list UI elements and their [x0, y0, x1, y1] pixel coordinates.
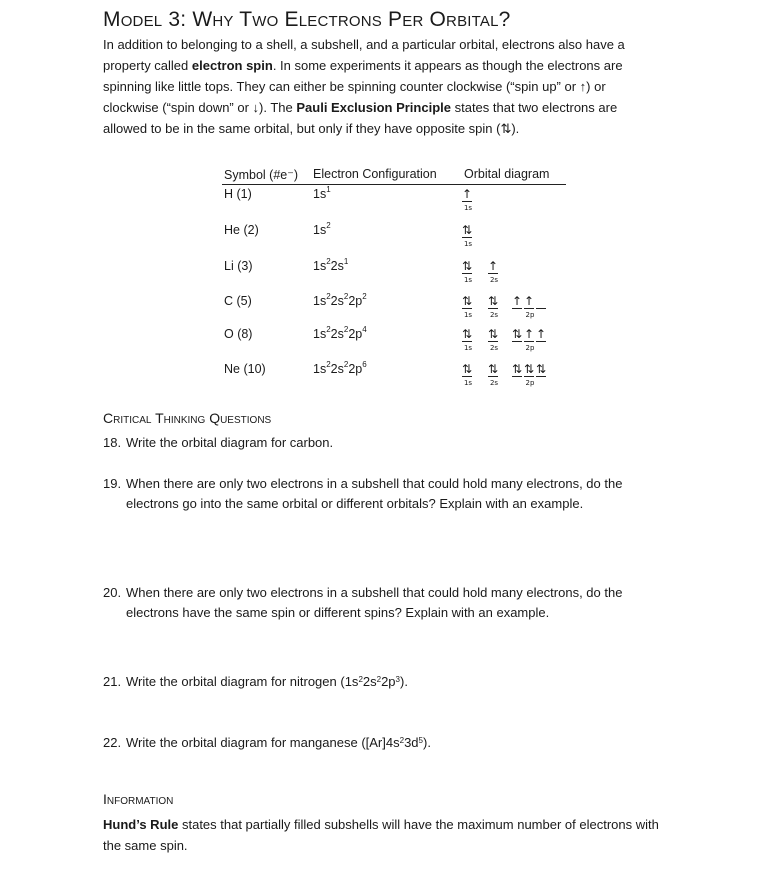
config-superscript: 2 — [343, 360, 349, 369]
element-symbol: H (1) — [224, 187, 252, 201]
config-term: 2p — [348, 294, 363, 308]
intro-bold-electron-spin: electron spin — [191, 58, 273, 73]
orbital-group-2s — [488, 259, 500, 291]
header-diagram: Orbital diagram — [464, 167, 550, 181]
config-superscript: 3 — [395, 675, 400, 684]
orbital-box: ↑ — [524, 294, 535, 308]
config-superscript: 2 — [326, 360, 331, 369]
config-term: 2s — [362, 674, 377, 689]
orbital-box: ⇅ — [462, 362, 473, 376]
orbital-label: 2s — [489, 379, 499, 387]
element-symbol: O (8) — [224, 327, 253, 341]
intro-text-1: In addition to belonging to a shell, a subshell, and a particular orbital, electrons also have a property called — [103, 37, 625, 73]
config-term: 1s — [313, 362, 327, 376]
config-superscript: 4 — [362, 325, 367, 334]
orbital-group-1s — [462, 187, 474, 219]
intro-paragraph — [103, 34, 663, 139]
orbital-box: ↑ — [462, 187, 473, 201]
information-text: states that partially filled subshells will have the maximum number of electrons with the same spin. — [103, 817, 659, 853]
config-superscript: 2 — [399, 736, 405, 745]
orbital-box: ⇅ — [462, 294, 473, 308]
config-superscript: 1 — [326, 185, 331, 194]
orbital-label: 1s — [463, 311, 473, 319]
table-row — [222, 187, 582, 221]
orbital-label: 1s — [463, 276, 473, 284]
orbital-group-1s — [462, 259, 474, 291]
intro-bold-pauli: Pauli Exclusion Principle — [296, 100, 451, 115]
electron-configuration — [313, 187, 331, 201]
config-term: 2s — [330, 327, 344, 341]
config-term: 2p — [348, 327, 363, 341]
config-term: 2p — [381, 674, 396, 689]
table-row — [222, 259, 582, 293]
config-term: 4s — [385, 735, 400, 750]
orbital-group-1s — [462, 294, 474, 326]
config-superscript: 2 — [326, 292, 331, 301]
orbital-box: ↑ — [536, 327, 547, 341]
config-superscript: 5 — [418, 736, 423, 745]
orbital-group-2p — [512, 327, 548, 359]
question-text — [126, 733, 656, 753]
config-superscript: 6 — [362, 360, 367, 369]
electron-configuration — [313, 327, 367, 341]
page-title: Model 3: Why Two Electrons Per Orbital? — [103, 8, 511, 31]
orbital-group-1s — [462, 362, 474, 394]
orbital-box: ⇅ — [512, 327, 523, 341]
orbital-box: ⇅ — [462, 259, 473, 273]
table-header — [222, 167, 566, 185]
config-term: 1s — [313, 294, 327, 308]
intro-text-2: . In some experiments it appears as though the electrons are spinning like little tops. They can either be spinning counter clockwise (“spin up” or ↑) or clockwise (“spin down” or ↓). The — [103, 58, 623, 115]
question-number: 19. — [103, 476, 122, 491]
config-superscript: 2 — [326, 221, 331, 230]
question-text: Write the orbital diagram for carbon. — [126, 435, 334, 450]
question-number: 21. — [103, 674, 122, 689]
orbital-group-2s — [488, 294, 500, 326]
orbital-box: ↑ — [512, 294, 523, 308]
config-superscript: 2 — [358, 675, 363, 684]
config-term: 3d — [404, 735, 419, 750]
question-lead: Write the orbital diagram for nitrogen ( — [126, 674, 345, 689]
orbital-label: 2p — [525, 344, 535, 352]
orbital-label: 2p — [525, 379, 535, 387]
config-term: 1s — [313, 187, 327, 201]
question-text: When there are only two electrons in a subshell that could hold many electrons, do the electrons go into the same orbital or different orbitals? Explain with an example. — [126, 476, 623, 511]
electron-configuration — [313, 294, 367, 308]
table-row — [222, 362, 582, 396]
orbital-group-2s — [488, 327, 500, 359]
orbital-label: 1s — [463, 204, 473, 212]
orbital-group-2p — [512, 294, 548, 326]
config-superscript: 2 — [343, 292, 349, 301]
critical-thinking-title: Critical Thinking Questions — [103, 410, 272, 426]
config-superscript: 2 — [326, 325, 331, 334]
nitrogen-config — [345, 674, 400, 689]
orbital-label: 2s — [489, 276, 499, 284]
orbital-label: 1s — [463, 240, 473, 248]
config-superscript: 2 — [326, 257, 331, 266]
orbital-group-1s — [462, 223, 474, 255]
question-number: 22. — [103, 735, 122, 750]
electron-configuration — [313, 259, 348, 273]
config-term: 2s — [330, 294, 344, 308]
table-row — [222, 223, 582, 257]
table-row — [222, 294, 582, 328]
orbital-box: ⇅ — [488, 294, 499, 308]
orbital-box: ⇅ — [524, 362, 535, 376]
orbital-box: ⇅ — [488, 327, 499, 341]
information-paragraph — [103, 814, 663, 856]
orbital-box: ⇅ — [512, 362, 523, 376]
config-term: 2p — [348, 362, 363, 376]
orbital-label: 2s — [489, 311, 499, 319]
question-text — [126, 672, 656, 692]
orbital-label: 1s — [463, 379, 473, 387]
config-term: 2s — [330, 259, 344, 273]
orbital-label: 1s — [463, 344, 473, 352]
config-superscript: 1 — [343, 257, 349, 266]
header-config: Electron Configuration — [313, 167, 437, 181]
config-superscript: 2 — [376, 675, 382, 684]
config-term: 1s — [344, 674, 359, 689]
question-end: ). — [422, 735, 431, 750]
orbital-box: ↑ — [488, 259, 499, 273]
config-term: 1s — [313, 327, 327, 341]
table-row — [222, 327, 582, 361]
orbital-box — [536, 294, 546, 309]
question-lead: Write the orbital diagram for manganese ([Ar] — [126, 735, 386, 750]
orbital-box: ⇅ — [488, 362, 499, 376]
information-title: Information — [103, 791, 174, 807]
orbital-box: ⇅ — [536, 362, 547, 376]
question-number: 20. — [103, 585, 122, 600]
orbital-label: 2s — [489, 344, 499, 352]
element-symbol: Li (3) — [224, 259, 253, 273]
header-symbol: Symbol (#e⁻) — [224, 168, 298, 182]
orbital-box: ⇅ — [462, 327, 473, 341]
orbital-box: ⇅ — [462, 223, 473, 237]
element-symbol: He (2) — [224, 223, 259, 237]
electron-configuration — [313, 223, 331, 237]
orbital-group-1s — [462, 327, 474, 359]
hunds-rule-bold: Hund’s Rule — [103, 817, 179, 832]
question-text: When there are only two electrons in a subshell that could hold many electrons, do the electrons have the same spin or different spins? Explain with an example. — [126, 585, 623, 620]
manganese-config — [386, 735, 423, 750]
config-superscript: 2 — [343, 325, 349, 334]
orbital-box: ↑ — [524, 327, 535, 341]
question-number: 18. — [103, 435, 122, 450]
orbital-group-2s — [488, 362, 500, 394]
config-term: 1s — [313, 259, 327, 273]
config-term: 1s — [313, 223, 327, 237]
question-end: ). — [400, 674, 408, 689]
element-symbol: C (5) — [224, 294, 252, 308]
element-symbol: Ne (10) — [224, 362, 266, 376]
electron-configuration — [313, 362, 367, 376]
orbital-group-2p — [512, 362, 548, 394]
intro-text-3: states that two electrons are allowed to be in the same orbital, but only if they have opposite spin (⇅). — [103, 100, 618, 136]
orbital-label: 2p — [525, 311, 535, 319]
config-term: 2s — [330, 362, 344, 376]
config-superscript: 2 — [362, 292, 367, 301]
